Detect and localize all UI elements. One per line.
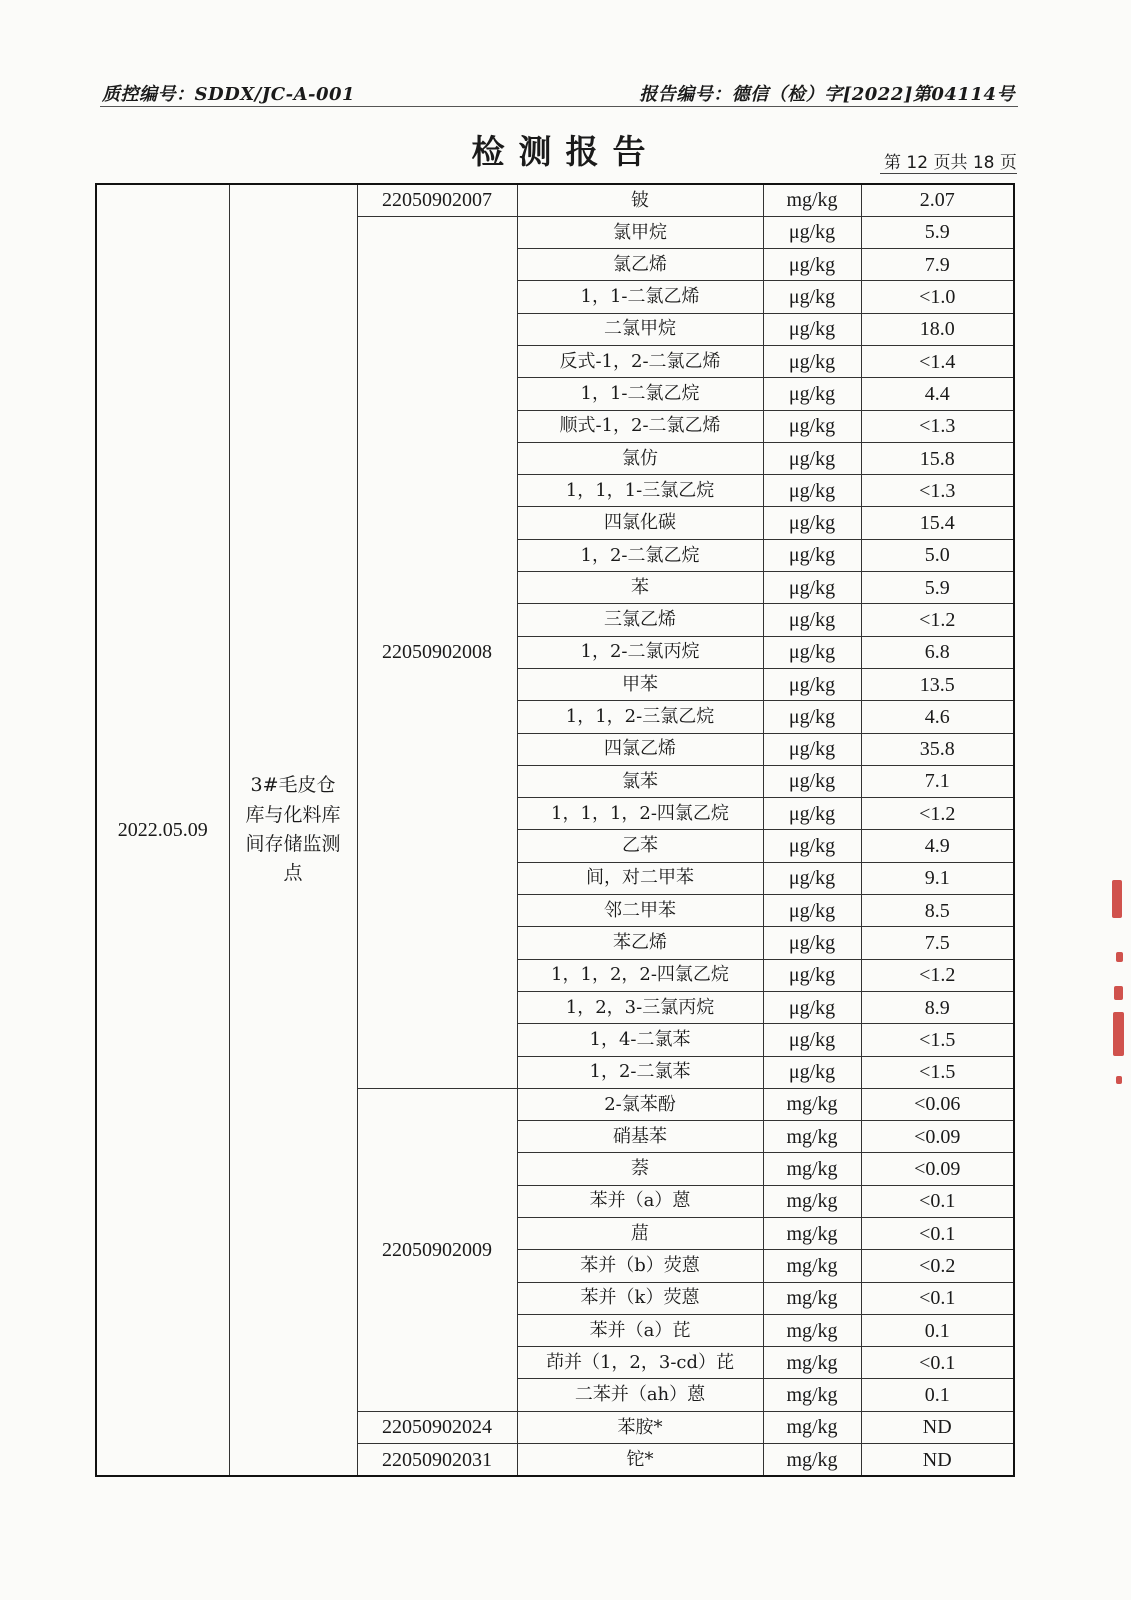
test-result: <0.1 (861, 1347, 1014, 1379)
test-result: 5.9 (861, 572, 1014, 604)
unit: μg/kg (763, 410, 861, 442)
red-seal-stamp-edge (1110, 880, 1126, 1100)
test-item: 顺式-1，2-二氯乙烯 (517, 410, 763, 442)
sample-number: 22050902007 (357, 184, 517, 216)
test-item: 2-氯苯酚 (517, 1088, 763, 1120)
unit: μg/kg (763, 862, 861, 894)
unit: μg/kg (763, 281, 861, 313)
test-result: 18.0 (861, 313, 1014, 345)
test-result: 15.8 (861, 442, 1014, 474)
test-result: 8.9 (861, 991, 1014, 1023)
report-title: 检测报告 (471, 132, 660, 171)
test-result: 0.1 (861, 1379, 1014, 1411)
sample-number: 22050902009 (357, 1088, 517, 1411)
test-item: 四氯化碳 (517, 507, 763, 539)
unit: μg/kg (763, 636, 861, 668)
unit: μg/kg (763, 927, 861, 959)
test-item: 反式-1，2-二氯乙烯 (517, 345, 763, 377)
qc-number: 质控编号：SDDX/JC-A-001 (102, 84, 356, 105)
test-result: 0.1 (861, 1314, 1014, 1346)
page-info: 第 12 页共 18 页 (884, 153, 1017, 173)
unit: μg/kg (763, 378, 861, 410)
results-table (95, 183, 1015, 1477)
table-row (96, 184, 1014, 216)
test-item: 铍 (517, 184, 763, 216)
test-result: ND (861, 1444, 1014, 1476)
test-result: <0.1 (861, 1185, 1014, 1217)
unit: μg/kg (763, 991, 861, 1023)
test-item: 1，1-二氯乙烷 (517, 378, 763, 410)
test-result: <0.1 (861, 1218, 1014, 1250)
test-result: <0.2 (861, 1250, 1014, 1282)
test-item: 1，1-二氯乙烯 (517, 281, 763, 313)
unit: μg/kg (763, 572, 861, 604)
unit: μg/kg (763, 475, 861, 507)
test-result: 15.4 (861, 507, 1014, 539)
test-item: 二苯并（ah）蒽 (517, 1379, 763, 1411)
test-item: 苯并（k）荧蒽 (517, 1282, 763, 1314)
test-result: 13.5 (861, 668, 1014, 700)
test-item: 三氯乙烯 (517, 604, 763, 636)
test-result: 9.1 (861, 862, 1014, 894)
test-item: 硝基苯 (517, 1121, 763, 1153)
unit: μg/kg (763, 830, 861, 862)
unit: mg/kg (763, 1185, 861, 1217)
unit: mg/kg (763, 1218, 861, 1250)
test-result: 5.9 (861, 216, 1014, 248)
test-result: <1.4 (861, 345, 1014, 377)
test-item: 茚并（1，2，3-cd）芘 (517, 1347, 763, 1379)
test-item: 邻二甲苯 (517, 895, 763, 927)
test-result: 6.8 (861, 636, 1014, 668)
test-item: 氯苯 (517, 765, 763, 797)
test-result: <1.5 (861, 1024, 1014, 1056)
unit: μg/kg (763, 442, 861, 474)
test-item: 萘 (517, 1153, 763, 1185)
test-result: ND (861, 1411, 1014, 1443)
unit: μg/kg (763, 216, 861, 248)
unit: μg/kg (763, 539, 861, 571)
test-result: 7.5 (861, 927, 1014, 959)
unit: mg/kg (763, 1379, 861, 1411)
test-item: 甲苯 (517, 668, 763, 700)
test-item: 1，1，2，2-四氯乙烷 (517, 959, 763, 991)
unit: μg/kg (763, 798, 861, 830)
test-item: 二氯甲烷 (517, 313, 763, 345)
unit: μg/kg (763, 733, 861, 765)
unit: μg/kg (763, 345, 861, 377)
test-item: 铊* (517, 1444, 763, 1476)
test-result: 4.6 (861, 701, 1014, 733)
test-result: 5.0 (861, 539, 1014, 571)
report-number: 报告编号：德信（检）字[2022]第04114号 (639, 84, 1015, 105)
unit: μg/kg (763, 668, 861, 700)
unit: mg/kg (763, 1411, 861, 1443)
unit: μg/kg (763, 1056, 861, 1088)
test-result: <1.0 (861, 281, 1014, 313)
test-item: 氯甲烷 (517, 216, 763, 248)
results-table-body (96, 184, 1014, 1476)
unit: μg/kg (763, 765, 861, 797)
test-item: 氯乙烯 (517, 249, 763, 281)
test-result: 7.9 (861, 249, 1014, 281)
test-result: <1.3 (861, 410, 1014, 442)
unit: mg/kg (763, 1282, 861, 1314)
test-item: 1，2-二氯苯 (517, 1056, 763, 1088)
test-result: <0.09 (861, 1153, 1014, 1185)
unit: mg/kg (763, 1444, 861, 1476)
test-item: 苯并（a）蒽 (517, 1185, 763, 1217)
test-item: 苯并（b）荧蒽 (517, 1250, 763, 1282)
test-item: 苯乙烯 (517, 927, 763, 959)
test-item: 苯胺* (517, 1411, 763, 1443)
unit: μg/kg (763, 249, 861, 281)
test-item: 1，1，2-三氯乙烷 (517, 701, 763, 733)
unit: μg/kg (763, 313, 861, 345)
test-item: 1，4-二氯苯 (517, 1024, 763, 1056)
test-item: 四氯乙烯 (517, 733, 763, 765)
unit: μg/kg (763, 604, 861, 636)
test-item: 间，对二甲苯 (517, 862, 763, 894)
unit: mg/kg (763, 1121, 861, 1153)
header-divider (100, 106, 1018, 107)
test-item: 1，1，1-三氯乙烷 (517, 475, 763, 507)
page-info-underline (880, 173, 1017, 174)
test-result: 4.4 (861, 378, 1014, 410)
test-item: 1，1，1，2-四氯乙烷 (517, 798, 763, 830)
sample-date: 2022.05.09 (96, 184, 229, 1476)
unit: mg/kg (763, 1250, 861, 1282)
test-result: <1.3 (861, 475, 1014, 507)
test-result: 7.1 (861, 765, 1014, 797)
test-result: <1.5 (861, 1056, 1014, 1088)
unit: μg/kg (763, 507, 861, 539)
test-result: <1.2 (861, 604, 1014, 636)
test-item: 䓛 (517, 1218, 763, 1250)
test-result: <0.06 (861, 1088, 1014, 1120)
test-item: 苯并（a）芘 (517, 1314, 763, 1346)
unit: μg/kg (763, 959, 861, 991)
unit: mg/kg (763, 1347, 861, 1379)
test-item: 1，2-二氯丙烷 (517, 636, 763, 668)
test-result: <1.2 (861, 798, 1014, 830)
test-result: <0.1 (861, 1282, 1014, 1314)
unit: μg/kg (763, 895, 861, 927)
sample-number: 22050902031 (357, 1444, 517, 1476)
sample-number: 22050902008 (357, 216, 517, 1088)
test-result: 35.8 (861, 733, 1014, 765)
unit: mg/kg (763, 184, 861, 216)
sample-number: 22050902024 (357, 1411, 517, 1443)
test-item: 氯仿 (517, 442, 763, 474)
test-item: 1，2，3-三氯丙烷 (517, 991, 763, 1023)
test-result: <1.2 (861, 959, 1014, 991)
test-item: 苯 (517, 572, 763, 604)
unit: mg/kg (763, 1314, 861, 1346)
unit: μg/kg (763, 1024, 861, 1056)
test-item: 乙苯 (517, 830, 763, 862)
unit: mg/kg (763, 1088, 861, 1120)
unit: μg/kg (763, 701, 861, 733)
test-result: 8.5 (861, 895, 1014, 927)
unit: mg/kg (763, 1153, 861, 1185)
sample-location: 3#毛皮仓库与化料库间存储监测点 (229, 184, 357, 1476)
test-result: 4.9 (861, 830, 1014, 862)
test-result: <0.09 (861, 1121, 1014, 1153)
test-result: 2.07 (861, 184, 1014, 216)
test-item: 1，2-二氯乙烷 (517, 539, 763, 571)
